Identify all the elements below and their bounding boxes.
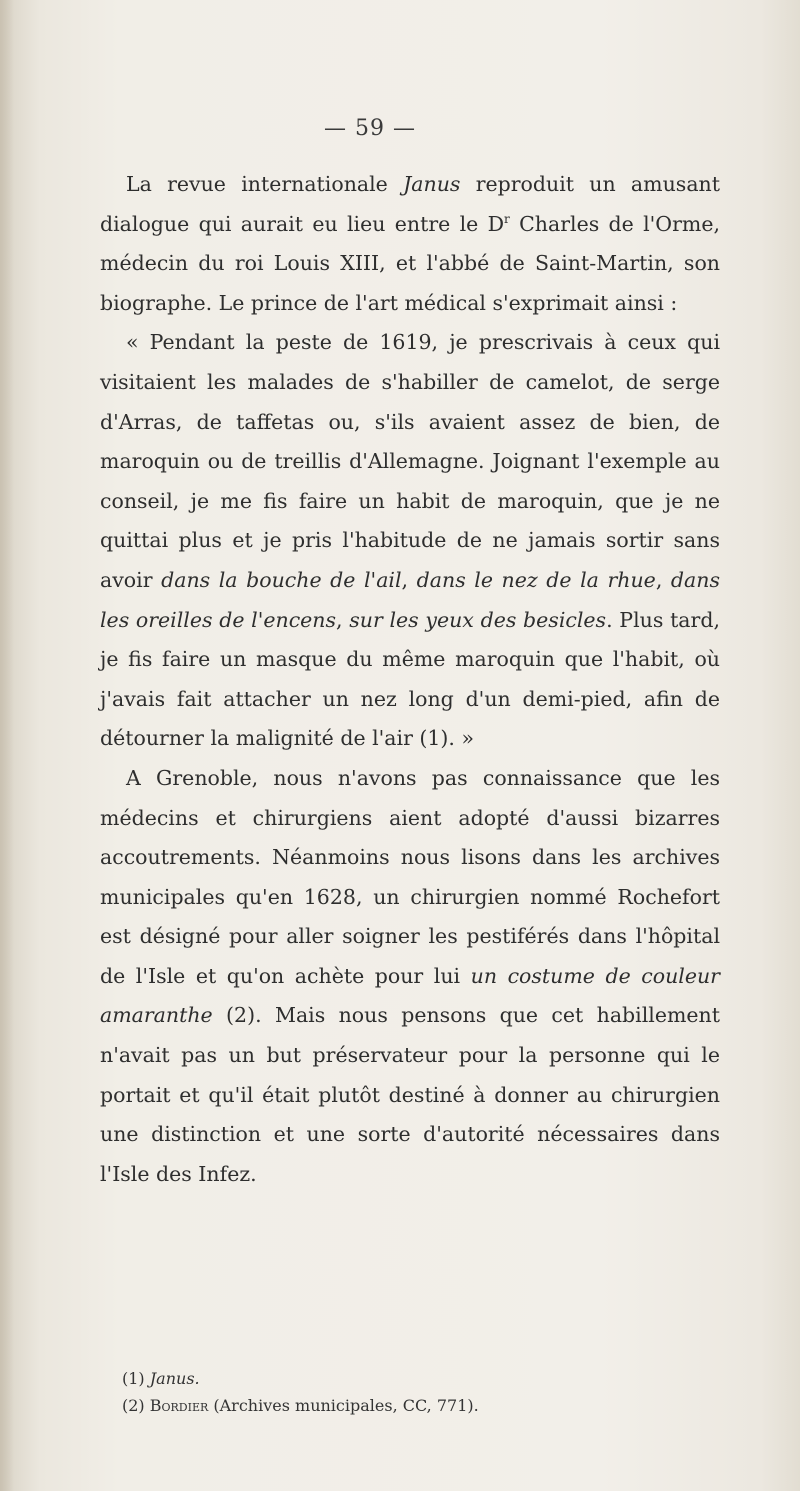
paragraph-2-quote: [100, 323, 720, 759]
page-number: — 59 —: [324, 116, 416, 141]
italic-phrase-3: dans les oreilles de l'encens: [100, 567, 720, 632]
paragraph-3: [100, 759, 720, 1195]
footnote-2-author: Bordier: [149, 1396, 209, 1415]
paragraph-2-text-a: « Pendant la peste de 1619, je prescrivais à ceux qui visitaient les malades de s'habiller de camelot, de serge d'Arras, de taffetas ou, s'ils avaient assez de bien, de maroquin ou de treillis d'Allemagne. Joignant l'exemple au conseil, je me fis faire un habit de maroquin, que je ne quittai plus et je pris l'habitude de ne jamais sortir sans avoir: [100, 330, 720, 592]
doctor-abbrev-superscript: r: [504, 211, 510, 226]
paragraph-1-text-b: reproduit un amusant dialogue qui aurait eu lieu entre le D: [100, 172, 720, 236]
footnote-1: [100, 1365, 720, 1392]
italic-phrase-1: dans la bouche de l'ail: [161, 567, 402, 592]
body-text: [100, 165, 720, 1194]
page-edge-shadow: [0, 0, 14, 1491]
footnote-1-number: (1): [122, 1369, 150, 1388]
paragraph-1-text-a: La revue internationale: [126, 172, 404, 196]
italic-phrase-costume: un costume de couleur amaranthe: [100, 963, 720, 1028]
paragraph-3-text-a: A Grenoble, nous n'avons pas connaissance que les médecins et chirurgiens aient adopté d'aussi bizarres accoutrements. Néanmoins nous lisons dans les archives municipales qu'en 1628, un chirurgien nommé Rochefort est désigné pour aller soigner les pestiférés dans l'hôpital de l'Isle et qu'on achète pour lui: [100, 765, 720, 988]
paragraph-2-sep-3: ,: [336, 607, 350, 632]
paragraph-2-sep-1: ,: [401, 567, 417, 592]
journal-title-janus: Janus: [403, 172, 461, 196]
paragraph-2-sep-2: ,: [655, 567, 671, 592]
paragraph-2-text-e: . Plus tard, je fis faire un masque du même maroquin que l'habit, où j'avais fait attacher un nez long d'un demi-pied, afin de détourner la malignité de l'air (1). »: [100, 607, 720, 751]
footnote-2-number: (2): [122, 1396, 150, 1415]
italic-phrase-2: dans le nez de la rhue: [416, 567, 656, 592]
footnote-2: [100, 1392, 720, 1419]
footnotes: [100, 1365, 720, 1419]
paragraph-1-text-c: Charles de l'Orme, médecin du roi Louis XIII, et l'abbé de Saint-Martin, son biographe. Le prince de l'art médical s'exprimait ainsi :: [100, 211, 720, 315]
italic-phrase-4: sur les yeux des besicles: [349, 607, 607, 632]
paragraph-1: [100, 165, 720, 323]
paragraph-3-text-b: (2). Mais nous pensons que cet habillement n'avait pas un but préservateur pour la personne qui le portait et qu'il était plutôt destiné à donner au chirurgien une distinction et une sorte d'autorité nécessaires dans l'Isle des Infez.: [100, 1003, 720, 1186]
footnote-1-text: Janus.: [149, 1369, 200, 1388]
footnote-2-text: (Archives municipales, CC, 771).: [208, 1396, 479, 1415]
